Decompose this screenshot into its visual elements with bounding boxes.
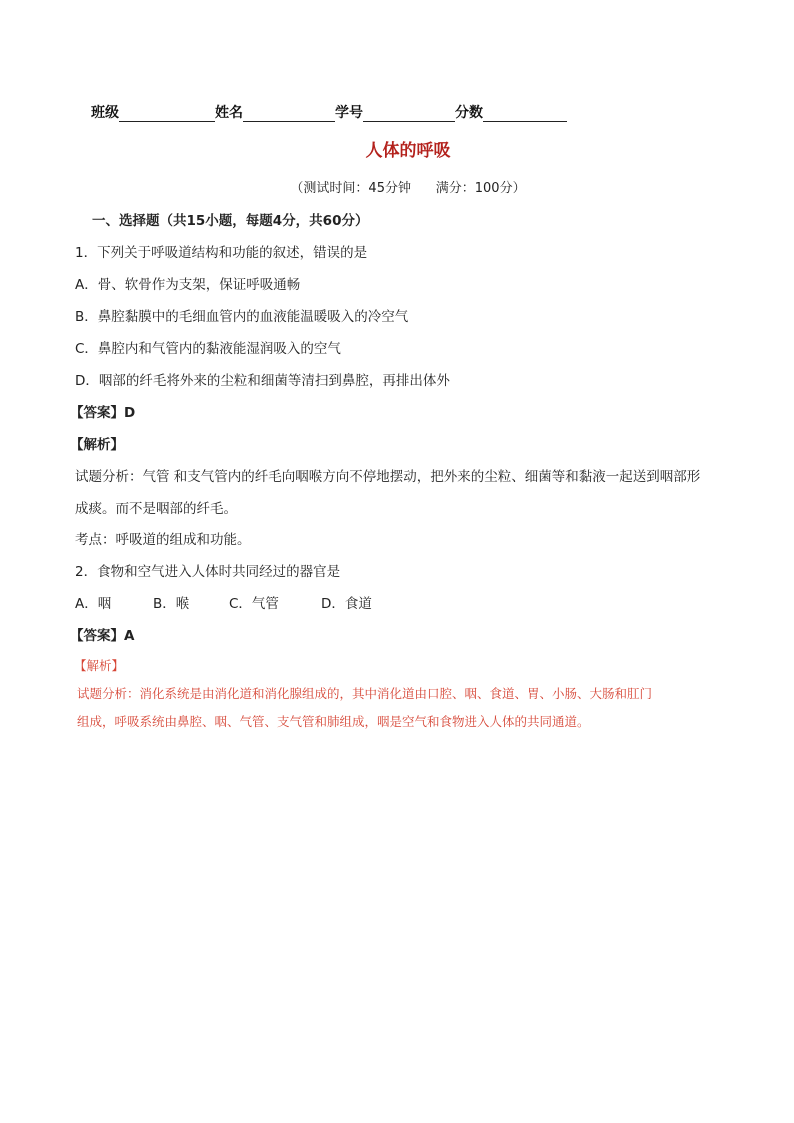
section-heading: 一、选择题（共15小题，每题4分，共60分） [92, 213, 369, 229]
question-2-analysis-line-2: 组成，呼吸系统由鼻腔、咽、气管、支气管和肺组成，咽是空气和食物进入人体的共同通道。 [77, 714, 590, 729]
question-2-options [75, 592, 372, 612]
question-2-answer: 【答案】A [70, 628, 135, 644]
question-2-analysis-line-1: 试题分析：消化系统是由消化道和消化腺组成的，其中消化道由口腔、咽、食道、胃、小肠、大肠和肛门 [77, 686, 653, 701]
question-2-option-c: C．气管 [229, 596, 279, 612]
student-info-line [91, 102, 567, 122]
question-1-option-a: A．骨、软骨作为支架，保证呼吸通畅 [75, 277, 301, 293]
question-1-analysis-line-1: 试题分析：气管 和支气管内的纤毛向咽喉方向不停地摆动，把外来的尘粒、细菌等和黏液一起送到咽部形 [75, 469, 701, 485]
question-1-analysis-label: 【解析】 [70, 437, 124, 453]
test-info: （测试时间：45分钟 满分：100分） [290, 181, 526, 196]
question-2-stem: 2．食物和空气进入人体时共同经过的器官是 [75, 564, 341, 580]
question-2-option-b: B．喉 [153, 596, 190, 612]
name-label: 姓名 [215, 105, 243, 121]
score-label: 分数 [455, 105, 483, 121]
id-blank [363, 107, 455, 122]
question-2-analysis-label: 【解析】 [74, 658, 125, 673]
question-1-option-d: D．咽部的纤毛将外来的尘粒和细菌等清扫到鼻腔，再排出体外 [75, 373, 450, 389]
id-label: 学号 [335, 105, 363, 121]
page-title: 人体的呼吸 [365, 141, 451, 161]
question-1-stem: 1．下列关于呼吸道结构和功能的叙述，错误的是 [75, 245, 368, 261]
question-1-option-c: C．鼻腔内和气管内的黏液能湿润吸入的空气 [75, 341, 341, 357]
question-1-answer: 【答案】D [70, 405, 136, 421]
class-label: 班级 [91, 105, 119, 121]
question-1-option-b: B．鼻腔黏膜中的毛细血管内的血液能温暖吸入的冷空气 [75, 309, 409, 325]
question-2-option-d: D．食道 [321, 596, 372, 612]
question-1-key-point: 考点：呼吸道的组成和功能。 [75, 532, 251, 548]
question-2-option-a: A．咽 [75, 596, 112, 612]
question-1-analysis-line-2: 成痰。而不是咽部的纤毛。 [75, 501, 237, 517]
name-blank [243, 107, 335, 122]
class-blank [119, 107, 215, 122]
score-blank [483, 107, 567, 122]
